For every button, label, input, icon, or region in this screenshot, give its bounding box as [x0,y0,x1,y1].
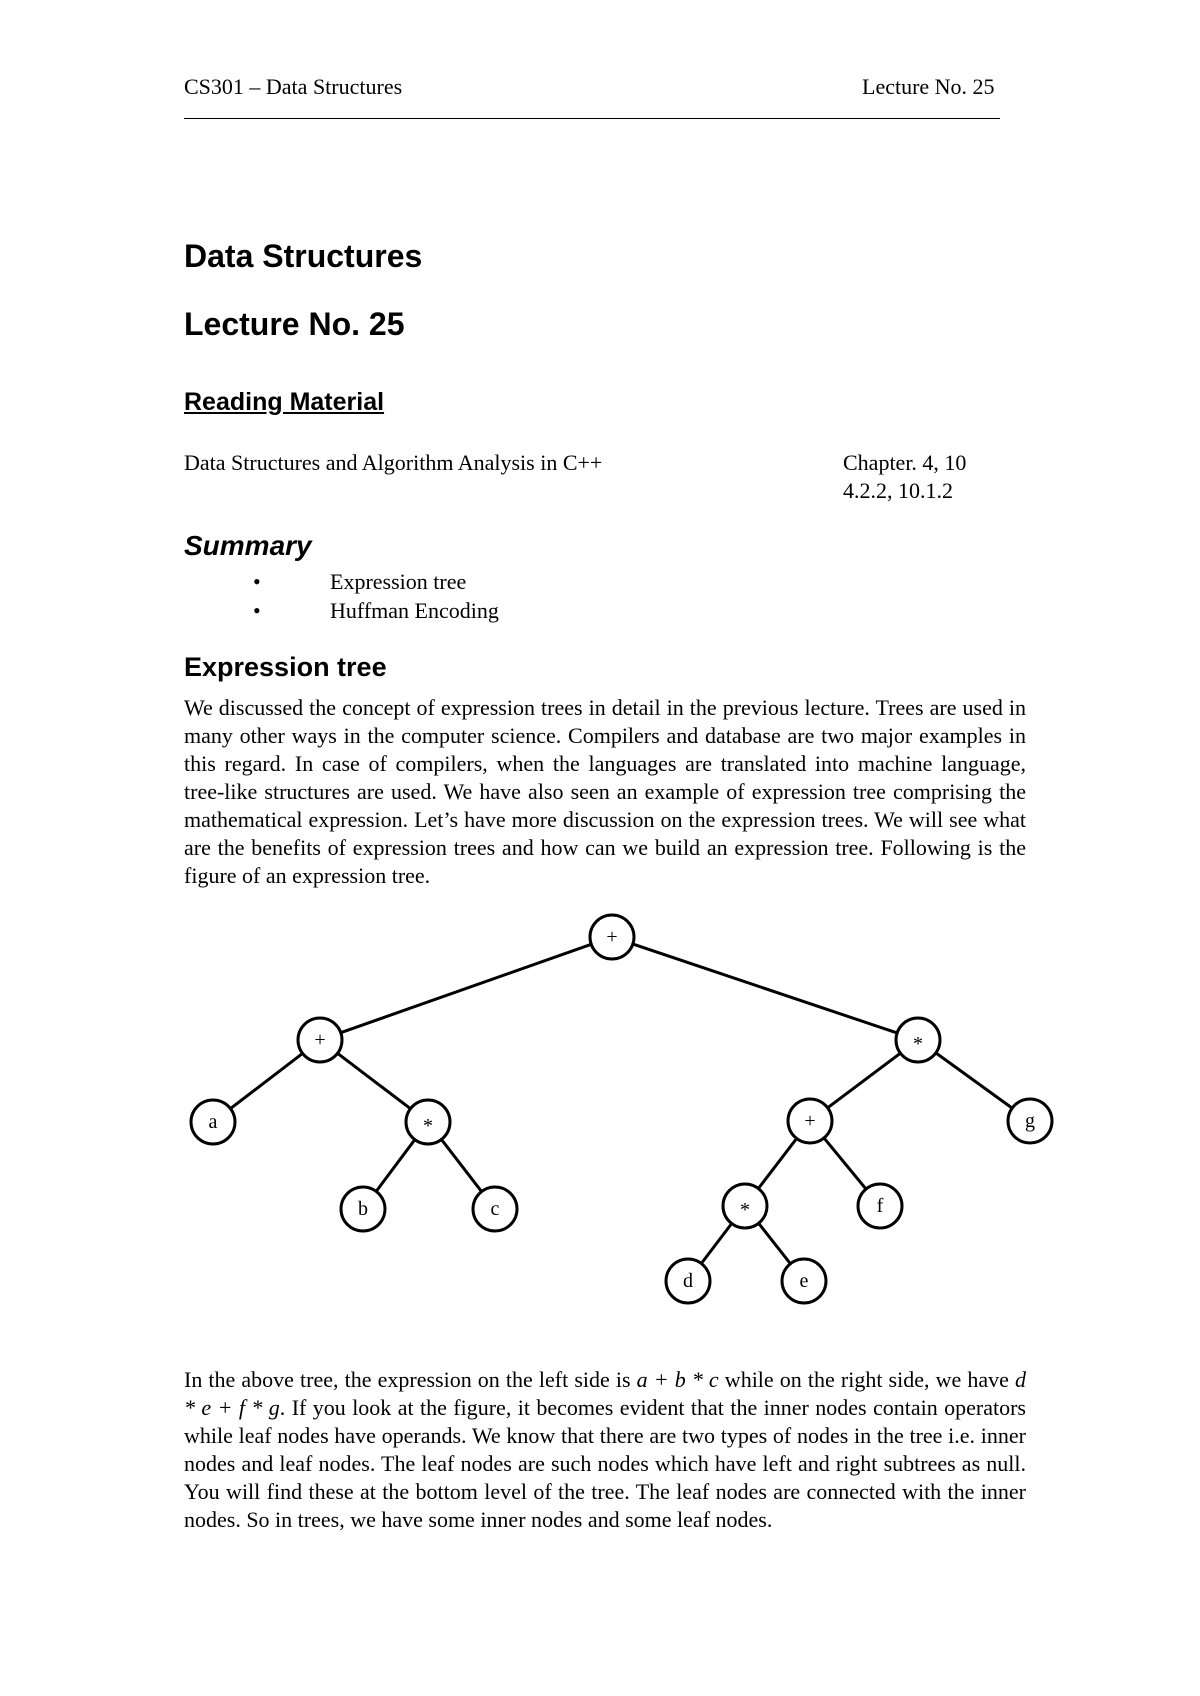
tree-node [782,1259,826,1303]
tree-edge [441,1139,481,1191]
tree-node [298,1018,342,1062]
tree-node-label: e [799,1270,809,1292]
reading-material-heading: Reading Material [184,388,385,416]
tree-edge [758,1138,796,1188]
reading-chapters: Chapter. 4, 10 [843,450,967,475]
summary-heading: Summary [184,530,312,561]
tree-edge [633,944,897,1033]
tree-node [788,1099,832,1143]
tree-node-label: + [314,1029,326,1051]
tree-node-label: a [208,1111,218,1133]
tree-node [666,1259,710,1303]
tree-edge [376,1140,415,1192]
tree-node-label: * [740,1199,750,1221]
explanation-paragraph [184,1366,1026,1534]
tree-edge [759,1223,791,1263]
tree-node [191,1100,235,1144]
header-course: CS301 – Data Structures [184,74,403,99]
paragraph-text: . If you look at the figure, it becomes evident that the inner nodes contain operators while leaf nodes have operands. We know that there are two types of nodes in the tree i.e. inner nodes and leaf nodes. The leaf nodes are such nodes which have left and right subtrees as null. You will find these at the bottom level of the tree. The leaf nodes are connected with the inner nodes. So in trees, we have some inner nodes and some leaf nodes. [184,1395,1026,1532]
right-expression: d * e + f * g [184,1367,1026,1420]
tree-edge [338,1053,411,1108]
bullet-icon: • [253,569,261,594]
tree-edge [828,1053,901,1108]
tree-node [723,1184,767,1228]
summary-item-label: Huffman Encoding [330,598,499,623]
tree-edge [936,1053,1012,1108]
tree-edge [824,1138,866,1189]
page-title: Data Structures [184,238,423,274]
bullet-icon: • [253,598,261,623]
tree-node-label: * [423,1115,433,1137]
left-expression: a + b * c [636,1367,719,1392]
tree-node [473,1187,517,1231]
tree-node [406,1100,450,1144]
intro-paragraph: We discussed the concept of expression trees in detail in the previous lecture. Trees are used in many other ways in the computer science. Compilers and database are two major examples in this regard. In case of compilers, when the languages are translated into machine language, tree-like structures are used. We have also seen an example of expression tree comprising the mathematical expression. Let’s have more discussion on the expression trees. We will see what are the benefits of expression trees and how can we build an expression tree. Following is the figure of an expression tree. [184,695,1026,888]
tree-node-label: g [1025,1110,1035,1132]
tree-node [858,1184,902,1228]
tree-node [590,915,634,959]
tree-edge [230,1053,302,1108]
tree-node-label: + [606,926,618,948]
tree-node-label: d [683,1270,693,1292]
tree-edge [701,1224,731,1264]
header-lecture: Lecture No. 25 [862,74,995,99]
tree-node [1008,1099,1052,1143]
tree-node [341,1187,385,1231]
tree-node [896,1018,940,1062]
expression-tree-heading: Expression tree [184,652,387,682]
tree-edge [341,944,592,1032]
paragraph-text: while on the right side, we have [718,1367,1015,1392]
paragraph-text: In the above tree, the expression on the left side is [184,1367,637,1392]
tree-node-label: + [804,1110,816,1132]
tree-node-label: * [913,1033,923,1055]
summary-item-label: Expression tree [330,569,467,594]
lecture-title: Lecture No. 25 [184,306,405,342]
reading-sections: 4.2.2, 10.1.2 [843,478,953,503]
tree-node-label: f [876,1195,884,1217]
tree-node-label: c [490,1198,500,1220]
reading-book-title: Data Structures and Algorithm Analysis in C++ [184,450,603,475]
tree-node-label: b [358,1198,368,1220]
